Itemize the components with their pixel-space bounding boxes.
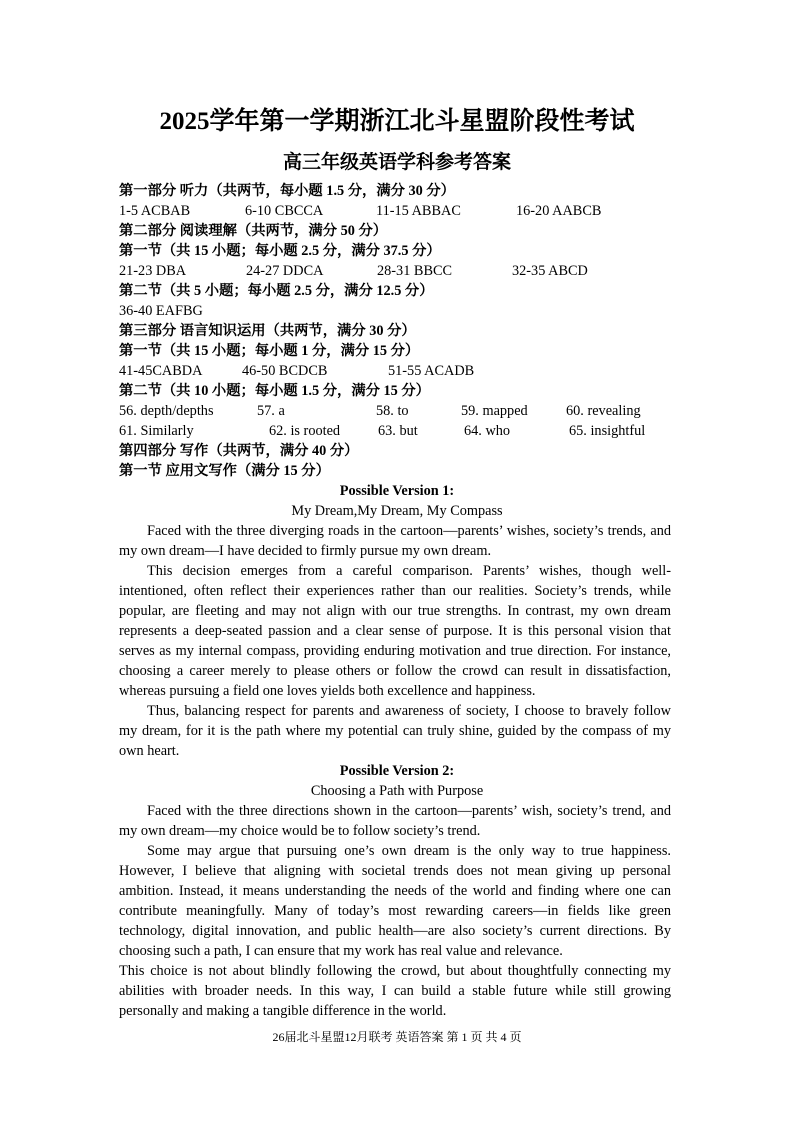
answer-group: 16-20 AABCB <box>516 203 602 219</box>
part2-section1-answers-row <box>119 261 679 281</box>
part4-heading: 第四部分 写作（共两节，满分 40 分） <box>119 443 359 459</box>
answer-item: 58. to <box>376 403 409 419</box>
version1-paragraph-2: This decision emerges from a careful comparison. Parents’ wishes, though well-intentioned, often reflect their experiences rather than our realities. Society’s trends, while popular, are fleeting and may not align with our true strengths. In contrast, my own dream represents a deep-seated passion and a clear sense of purpose. It is this personal vision that serves as my internal compass, providing enduring motivation and true direction. For instance, choosing a career merely to please others or follow the crowd can result in dissatisfaction, whereas pursuing a field one loves yields both excellence and happiness. <box>119 563 671 699</box>
version2-paragraph-3: This choice is not about blindly following the crowd, but about thoughtfully connecting my abilities with broader needs. In this way, I can build a stable future while still growing personally and making a tangible difference in the world. <box>119 963 671 1019</box>
answer-group: 32-35 ABCD <box>512 263 588 279</box>
part3-section2-row2 <box>119 421 679 441</box>
version2-title: Choosing a Path with Purpose <box>310 783 484 799</box>
page-subtitle: 高三年级英语学科参考答案 <box>282 152 511 173</box>
answer-group: 28-31 BBCC <box>377 263 453 279</box>
answer-group: 1-5 ACBAB <box>119 203 191 219</box>
part2-section2-heading: 第二节（共 5 小题；每小题 2.5 分，满分 12.5 分） <box>119 283 434 299</box>
answer-group: 46-50 BCDCB <box>242 363 328 379</box>
part3-section1-heading: 第一节（共 15 小题；每小题 1 分，满分 15 分） <box>119 343 420 359</box>
answer-item: 63. but <box>378 423 418 439</box>
answer-item: 62. is rooted <box>269 423 341 439</box>
page-footer: 26届北斗星盟12月联考 英语答案 第 1 页 共 4 页 <box>272 1030 522 1044</box>
part4-section1-heading: 第一节 应用文写作（满分 15 分） <box>119 463 330 479</box>
part3-section1-answers-row <box>119 361 679 381</box>
part1-answers-row <box>119 201 679 221</box>
version1-paragraph-3: Thus, balancing respect for parents and awareness of society, I choose to bravely follow my dream, for it is the path where my potential can truly shine, guided by the compass of my own heart. <box>119 703 671 759</box>
version2-paragraph-1: Faced with the three directions shown in the cartoon—parents’ wish, society’s trend, and my own dream—my choice would be to follow society’s trend. <box>119 803 671 839</box>
answer-item: 57. a <box>257 403 285 419</box>
answer-group: 24-27 DDCA <box>246 263 324 279</box>
part1-heading: 第一部分 听力（共两节，每小题 1.5 分，满分 30 分） <box>119 183 455 199</box>
answer-item: 60. revealing <box>566 403 641 419</box>
part2-section2-answer: 36-40 EAFBG <box>119 303 203 319</box>
part3-section2-row1 <box>119 401 679 421</box>
part3-heading: 第三部分 语言知识运用（共两节，满分 30 分） <box>119 323 416 339</box>
version1-title: My Dream,My Dream, My Compass <box>291 503 503 519</box>
answer-item: 64. who <box>464 423 511 439</box>
version1-paragraph-1: Faced with the three diverging roads in the cartoon—parents’ wishes, society’s trends, and my own dream—I have decided to firmly pursue my own dream. <box>119 523 671 559</box>
answer-group: 21-23 DBA <box>119 263 187 279</box>
part2-heading: 第二部分 阅读理解（共两节，满分 50 分） <box>119 223 388 239</box>
answer-item: 56. depth/depths <box>119 403 214 419</box>
part3-section2-heading: 第二节（共 10 小题；每小题 1.5 分，满分 15 分） <box>119 383 430 399</box>
answer-group: 41-45CABDA <box>119 363 203 379</box>
answer-group: 11-15 ABBAC <box>376 203 461 219</box>
version2-paragraph-2: Some may argue that pursuing one’s own dream is the only way to true happiness. However, I believe that aligning with societal trends does not mean giving up personal ambition. Instead, it means understanding the needs of the world and finding where one can contribute meaningfully. Many of today’s most rewarding careers—in fields like green technology, digital innovation, and public health—are also society’s current directions. By choosing such a path, I can ensure that my work has real value and relevance. <box>119 843 671 959</box>
answer-group: 6-10 CBCCA <box>245 203 324 219</box>
answer-group: 51-55 ACADB <box>388 363 475 379</box>
version1-label: Possible Version 1: <box>339 483 455 499</box>
answer-item: 59. mapped <box>461 403 528 419</box>
page-title: 2025学年第一学期浙江北斗星盟阶段性考试 <box>159 108 635 135</box>
answer-item: 61. Similarly <box>119 423 194 439</box>
version2-label: Possible Version 2: <box>339 763 455 779</box>
answer-item: 65. insightful <box>569 423 646 439</box>
part2-section1-heading: 第一节（共 15 小题；每小题 2.5 分，满分 37.5 分） <box>119 243 441 259</box>
